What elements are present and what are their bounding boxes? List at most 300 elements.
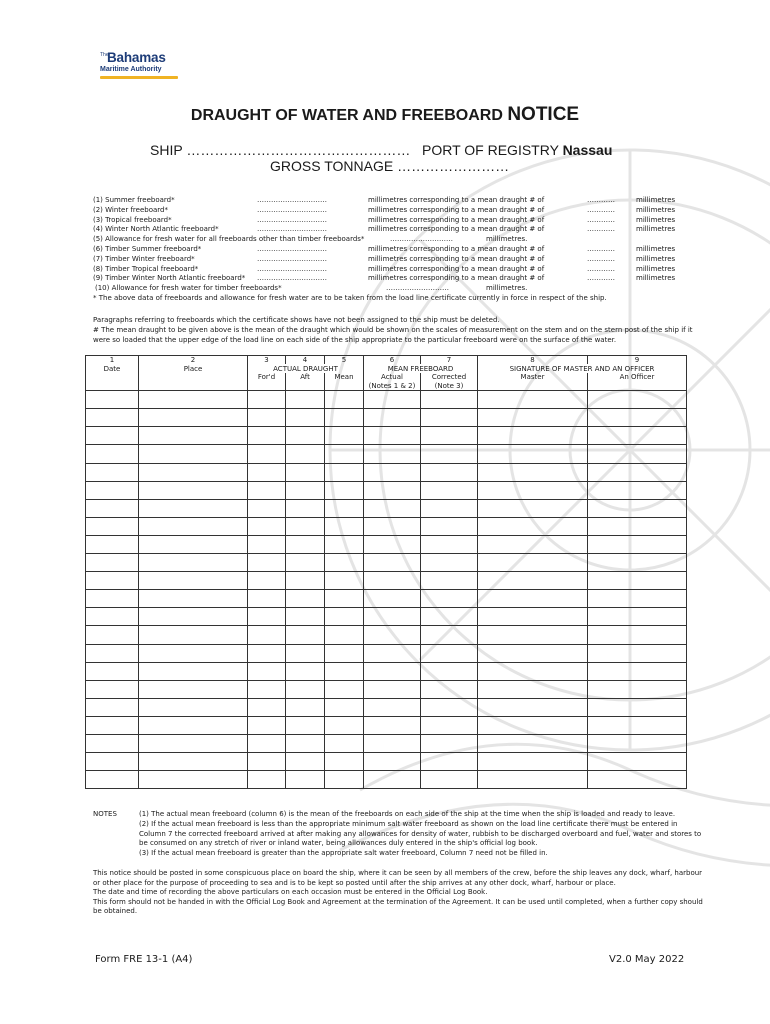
table-cell[interactable] — [421, 734, 478, 752]
table-cell[interactable] — [478, 753, 588, 771]
table-cell[interactable] — [139, 590, 248, 608]
table-cell[interactable] — [325, 481, 364, 499]
table-cell[interactable] — [325, 753, 364, 771]
table-cell[interactable] — [325, 716, 364, 734]
table-cell[interactable] — [588, 427, 687, 445]
table-cell[interactable] — [478, 427, 588, 445]
note-3-label: (Note 3) — [421, 382, 478, 391]
table-cell[interactable] — [86, 698, 139, 716]
table-row — [86, 535, 687, 553]
table-cell[interactable] — [364, 535, 421, 553]
table-cell[interactable] — [139, 644, 248, 662]
allowance-row — [93, 235, 693, 245]
table-cell[interactable] — [325, 734, 364, 752]
freeboard-label: (3) Tropical freeboard* — [93, 215, 172, 224]
table-cell[interactable] — [86, 771, 139, 789]
table-cell[interactable] — [248, 698, 286, 716]
table-cell[interactable] — [478, 572, 588, 590]
table-cell[interactable] — [421, 608, 478, 626]
table-row — [86, 771, 687, 789]
table-cell[interactable] — [588, 662, 687, 680]
table-row — [86, 499, 687, 517]
table-cell[interactable] — [588, 517, 687, 535]
freeboard-unit: millimetres — [636, 264, 676, 273]
column-number-row — [86, 356, 687, 365]
table-row — [86, 626, 687, 644]
table-cell[interactable] — [421, 427, 478, 445]
table-cell[interactable] — [478, 644, 588, 662]
table-cell[interactable] — [86, 427, 139, 445]
table-cell[interactable] — [325, 698, 364, 716]
table-cell[interactable] — [286, 391, 325, 409]
draught-field[interactable]: ………… — [587, 225, 615, 234]
table-row — [86, 753, 687, 771]
table-cell[interactable] — [139, 481, 248, 499]
document-title — [0, 104, 770, 126]
freeboard-text: millimetres corresponding to a mean draught # of — [368, 264, 545, 273]
table-cell[interactable] — [478, 409, 588, 427]
table-cell[interactable] — [86, 445, 139, 463]
freeboard-field[interactable]: ………………………… — [257, 254, 327, 263]
table-cell[interactable] — [86, 409, 139, 427]
table-cell[interactable] — [139, 716, 248, 734]
freeboard-label: (6) Timber Summer freeboard* — [93, 244, 202, 253]
posting-instructions — [93, 869, 708, 917]
table-cell[interactable] — [478, 481, 588, 499]
table-cell[interactable] — [248, 572, 286, 590]
draught-field[interactable]: ………… — [587, 264, 615, 273]
table-row — [86, 644, 687, 662]
draught-field[interactable]: ………… — [587, 205, 615, 214]
table-cell[interactable] — [248, 499, 286, 517]
table-cell[interactable] — [325, 463, 364, 481]
table-cell[interactable] — [421, 445, 478, 463]
freeboard-unit: millimetres — [636, 244, 676, 253]
table-cell[interactable] — [421, 391, 478, 409]
logo-name: Bahamas — [107, 50, 166, 65]
table-cell[interactable] — [286, 734, 325, 752]
table-cell[interactable] — [248, 554, 286, 572]
table-cell[interactable] — [286, 644, 325, 662]
table-cell[interactable] — [364, 716, 421, 734]
table-cell[interactable] — [139, 427, 248, 445]
table-cell[interactable] — [139, 626, 248, 644]
table-row — [86, 517, 687, 535]
freeboard-field[interactable]: ………………………… — [257, 196, 327, 204]
table-cell[interactable] — [139, 409, 248, 427]
table-cell[interactable] — [86, 753, 139, 771]
table-cell[interactable] — [364, 427, 421, 445]
freeboard-text: millimetres corresponding to a mean draught # of — [368, 254, 545, 263]
table-cell[interactable] — [478, 499, 588, 517]
table-cell[interactable] — [588, 608, 687, 626]
table-cell[interactable] — [588, 409, 687, 427]
ship-label: SHIP — [150, 142, 183, 158]
table-cell[interactable] — [421, 554, 478, 572]
table-cell[interactable] — [588, 572, 687, 590]
table-cell[interactable] — [286, 662, 325, 680]
table-cell[interactable] — [478, 716, 588, 734]
table-cell[interactable] — [248, 391, 286, 409]
table-cell[interactable] — [478, 626, 588, 644]
table-cell[interactable] — [325, 535, 364, 553]
table-cell[interactable] — [248, 644, 286, 662]
table-cell[interactable] — [286, 554, 325, 572]
column-sub-row — [86, 373, 687, 382]
port-label: PORT OF REGISTRY — [422, 142, 559, 158]
notes-body — [139, 810, 704, 859]
table-cell[interactable] — [248, 734, 286, 752]
table-cell[interactable] — [248, 517, 286, 535]
table-cell[interactable] — [364, 590, 421, 608]
table-row — [86, 680, 687, 698]
table-row — [86, 391, 687, 409]
table-cell[interactable] — [478, 517, 588, 535]
table-cell[interactable] — [421, 771, 478, 789]
table-cell[interactable] — [325, 499, 364, 517]
table-cell[interactable] — [286, 535, 325, 553]
freeboard-text: millimetres corresponding to a mean draught # of — [368, 225, 545, 234]
mean-freeboard-header: MEAN FREEBOARD — [364, 364, 478, 373]
table-cell[interactable] — [364, 391, 421, 409]
freeboard-label: (9) Timber Winter North Atlantic freeboard* — [93, 274, 246, 283]
signature-header: SIGNATURE OF MASTER AND AN OFFICER — [478, 364, 687, 373]
aft-header: Aft — [286, 373, 325, 382]
table-cell[interactable] — [325, 771, 364, 789]
table-cell[interactable] — [86, 554, 139, 572]
table-cell[interactable] — [325, 409, 364, 427]
table-cell[interactable] — [86, 644, 139, 662]
table-cell[interactable] — [286, 481, 325, 499]
table-cell[interactable] — [139, 680, 248, 698]
table-cell[interactable] — [478, 608, 588, 626]
table-cell[interactable] — [364, 734, 421, 752]
column-number: 5 — [325, 356, 364, 365]
table-cell[interactable] — [478, 734, 588, 752]
table-cell[interactable] — [478, 680, 588, 698]
table-cell[interactable] — [364, 680, 421, 698]
table-cell[interactable] — [86, 662, 139, 680]
table-cell[interactable] — [364, 662, 421, 680]
column-number: 2 — [139, 356, 248, 365]
table-cell[interactable] — [588, 481, 687, 499]
table-cell[interactable] — [421, 680, 478, 698]
freeboard-unit: millimetres — [636, 254, 676, 263]
table-cell[interactable] — [421, 590, 478, 608]
table-cell[interactable] — [478, 535, 588, 553]
table-cell[interactable] — [325, 590, 364, 608]
draught-record-table — [85, 355, 687, 789]
table-cell[interactable] — [364, 463, 421, 481]
table-row — [86, 734, 687, 752]
freeboard-text: millimetres corresponding to a mean draught # of — [368, 274, 545, 283]
table-cell[interactable] — [248, 662, 286, 680]
table-cell[interactable] — [364, 753, 421, 771]
table-cell[interactable] — [421, 463, 478, 481]
table-cell[interactable] — [86, 499, 139, 517]
table-cell[interactable] — [364, 771, 421, 789]
allowance-unit: millimetres. — [486, 235, 528, 244]
table-cell[interactable] — [286, 427, 325, 445]
table-cell[interactable] — [86, 517, 139, 535]
table-cell[interactable] — [588, 753, 687, 771]
column-number: 8 — [478, 356, 588, 365]
table-cell[interactable] — [86, 716, 139, 734]
table-cell[interactable] — [478, 590, 588, 608]
timber-freeboard-row — [93, 265, 693, 275]
table-cell[interactable] — [421, 698, 478, 716]
table-cell[interactable] — [286, 445, 325, 463]
table-cell[interactable] — [325, 391, 364, 409]
timber-freeboard-row — [93, 245, 693, 255]
table-cell[interactable] — [248, 753, 286, 771]
table-cell[interactable] — [478, 445, 588, 463]
table-cell[interactable] — [588, 391, 687, 409]
table-cell[interactable] — [421, 535, 478, 553]
freeboard-field[interactable]: ………………………… — [257, 215, 327, 224]
table-cell[interactable] — [139, 445, 248, 463]
corrected-header: Corrected — [421, 373, 478, 382]
table-cell[interactable] — [286, 499, 325, 517]
gross-field[interactable]: …………………… — [397, 158, 510, 174]
freeboard-row — [93, 225, 693, 235]
table-cell[interactable] — [325, 572, 364, 590]
table-cell[interactable] — [478, 463, 588, 481]
draught-field[interactable]: ………… — [587, 244, 615, 253]
table-cell[interactable] — [478, 554, 588, 572]
freeboard-unit: millimetres — [636, 225, 676, 234]
table-row — [86, 445, 687, 463]
table-cell[interactable] — [248, 481, 286, 499]
table-cell[interactable] — [325, 680, 364, 698]
table-cell[interactable] — [286, 698, 325, 716]
table-row — [86, 554, 687, 572]
ship-field[interactable]: ………………………………………… — [186, 142, 411, 158]
table-cell[interactable] — [248, 626, 286, 644]
table-cell[interactable] — [478, 391, 588, 409]
draught-field[interactable]: ………… — [587, 274, 615, 283]
table-cell[interactable] — [588, 535, 687, 553]
allowance-field[interactable]: ……………………… — [390, 235, 453, 244]
allowance-label: (10) Allowance for fresh water for timber freeboards* — [95, 284, 282, 293]
table-cell[interactable] — [139, 608, 248, 626]
freeboard-unit: millimetres — [636, 215, 676, 224]
table-cell[interactable] — [364, 481, 421, 499]
table-cell[interactable] — [286, 517, 325, 535]
table-cell[interactable] — [588, 590, 687, 608]
column-number: 3 — [248, 356, 286, 365]
freeboard-label: (2) Winter freeboard* — [93, 205, 168, 214]
table-cell[interactable] — [139, 499, 248, 517]
table-cell[interactable] — [325, 662, 364, 680]
table-cell[interactable] — [364, 572, 421, 590]
column-note-row — [86, 382, 687, 391]
gross-tonnage-line — [270, 158, 509, 174]
table-cell[interactable] — [588, 626, 687, 644]
table-cell[interactable] — [588, 445, 687, 463]
table-cell[interactable] — [421, 572, 478, 590]
table-cell[interactable] — [139, 535, 248, 553]
table-cell[interactable] — [364, 644, 421, 662]
freeboard-field[interactable]: ………………………… — [257, 244, 327, 253]
paragraph-deletion-note: Paragraphs referring to freeboards which the certificate shows have not been assigned to the ship must be deleted. — [93, 316, 500, 324]
table-cell[interactable] — [364, 554, 421, 572]
table-cell[interactable] — [139, 517, 248, 535]
mean-header: Mean — [325, 373, 364, 382]
table-cell[interactable] — [325, 626, 364, 644]
freeboard-text: millimetres corresponding to a mean draught # of — [368, 244, 545, 253]
table-cell[interactable] — [248, 427, 286, 445]
table-cell[interactable] — [139, 463, 248, 481]
posting-instruction-2: The date and time of recording the above particulars on each occasion must be entered in the Official Log Book. — [93, 888, 488, 897]
table-cell[interactable] — [139, 391, 248, 409]
draught-field[interactable]: ………… — [587, 196, 615, 204]
table-cell[interactable] — [139, 572, 248, 590]
table-cell[interactable] — [421, 499, 478, 517]
table-cell[interactable] — [421, 409, 478, 427]
table-cell[interactable] — [248, 716, 286, 734]
freeboard-field[interactable]: ………………………… — [257, 205, 327, 214]
table-cell[interactable] — [325, 517, 364, 535]
table-cell[interactable] — [364, 698, 421, 716]
freeboard-field[interactable]: ………………………… — [257, 264, 327, 273]
table-cell[interactable] — [86, 734, 139, 752]
posting-instruction-3: This form should not be handed in with the Official Log Book and Agreement at the termination of the Agreement. It can be used until completed, when a further copy should be obtained. — [93, 897, 703, 916]
table-cell[interactable] — [139, 734, 248, 752]
table-cell[interactable] — [364, 608, 421, 626]
timber-freeboard-row — [93, 274, 693, 284]
table-cell[interactable] — [86, 626, 139, 644]
table-cell[interactable] — [325, 554, 364, 572]
table-cell[interactable] — [286, 771, 325, 789]
draught-field[interactable]: ………… — [587, 254, 615, 263]
timber-freeboard-row — [93, 255, 693, 265]
logo-the: The — [100, 52, 109, 58]
table-cell[interactable] — [478, 771, 588, 789]
table-cell[interactable] — [139, 771, 248, 789]
table-cell[interactable] — [139, 554, 248, 572]
asterisk-note: * The above data of freeboards and allowance for fresh water are to be taken from the load line certificate currently in force in respect of the ship. — [93, 293, 607, 302]
freeboard-text: millimetres corresponding to a mean draught # of — [368, 205, 545, 214]
table-cell[interactable] — [248, 409, 286, 427]
notes-1-2-label: (Notes 1 & 2) — [364, 382, 421, 391]
freeboard-label: (1) Summer freeboard* — [93, 196, 175, 204]
column-number: 1 — [86, 356, 139, 365]
table-cell[interactable] — [364, 499, 421, 517]
table-cell[interactable] — [86, 391, 139, 409]
table-cell[interactable] — [478, 662, 588, 680]
table-cell[interactable] — [325, 427, 364, 445]
freeboard-field[interactable]: ………………………… — [257, 274, 327, 283]
table-cell[interactable] — [86, 463, 139, 481]
table-cell[interactable] — [421, 626, 478, 644]
table-cell[interactable] — [588, 716, 687, 734]
table-cell[interactable] — [588, 698, 687, 716]
allowance-field[interactable]: ……………………… — [386, 284, 449, 293]
draught-field[interactable]: ………… — [587, 215, 615, 224]
table-cell[interactable] — [286, 680, 325, 698]
table-row — [86, 662, 687, 680]
table-cell[interactable] — [86, 481, 139, 499]
bahamas-maritime-authority-logo — [100, 48, 190, 82]
table-cell[interactable] — [478, 698, 588, 716]
date-header: Date — [86, 364, 139, 373]
table-cell[interactable] — [248, 445, 286, 463]
table-cell[interactable] — [286, 463, 325, 481]
table-cell[interactable] — [421, 662, 478, 680]
table-cell[interactable] — [286, 626, 325, 644]
column-number: 7 — [421, 356, 478, 365]
allowance-label: (5) Allowance for fresh water for all freeboards other than timber freeboards* — [93, 235, 365, 244]
table-cell[interactable] — [588, 463, 687, 481]
freeboard-row — [93, 216, 693, 226]
table-cell[interactable] — [86, 680, 139, 698]
table-cell[interactable] — [86, 608, 139, 626]
table-cell[interactable] — [286, 590, 325, 608]
table-cell[interactable] — [588, 554, 687, 572]
note-2: (2) If the actual mean freeboard is less than the appropriate minimum salt water freeboard as shown on the load line certificate there must be entered in Column 7 the corrected freeboard arrived at after making any allowances for density of water, rubbish to be discharged overboard and fuel, water and stores to be consumed on any stretch of river or inland water, being allowances duly entered in the ship's official log book. — [139, 819, 702, 848]
table-cell[interactable] — [286, 716, 325, 734]
freeboard-label: (8) Timber Tropical freeboard* — [93, 264, 199, 273]
table-cell[interactable] — [248, 463, 286, 481]
table-cell[interactable] — [364, 445, 421, 463]
table-cell[interactable] — [286, 572, 325, 590]
paragraph-notes — [93, 315, 693, 345]
table-cell[interactable] — [139, 753, 248, 771]
table-cell[interactable] — [86, 535, 139, 553]
table-cell[interactable] — [248, 590, 286, 608]
table-cell[interactable] — [421, 481, 478, 499]
freeboard-text: millimetres corresponding to a mean draught # of — [368, 215, 545, 224]
table-cell[interactable] — [588, 771, 687, 789]
table-cell[interactable] — [588, 680, 687, 698]
table-cell[interactable] — [248, 771, 286, 789]
timber-allowance-row — [93, 284, 693, 294]
table-cell[interactable] — [86, 572, 139, 590]
table-cell[interactable] — [421, 517, 478, 535]
table-cell[interactable] — [588, 644, 687, 662]
table-cell[interactable] — [364, 626, 421, 644]
freeboard-label: (7) Timber Winter freeboard* — [93, 254, 195, 263]
table-row — [86, 590, 687, 608]
table-cell[interactable] — [286, 753, 325, 771]
table-cell[interactable] — [588, 499, 687, 517]
table-cell[interactable] — [286, 409, 325, 427]
table-cell[interactable] — [325, 608, 364, 626]
table-cell[interactable] — [325, 644, 364, 662]
table-cell[interactable] — [139, 698, 248, 716]
table-row — [86, 427, 687, 445]
table-cell[interactable] — [248, 680, 286, 698]
note-3: (3) If the actual mean freeboard is greater than the appropriate salt water freeboard, Column 7 need not be filled in. — [139, 849, 548, 858]
notes-label: NOTES — [93, 810, 117, 818]
freeboard-field[interactable]: ………………………… — [257, 225, 327, 234]
table-cell[interactable] — [248, 608, 286, 626]
table-cell[interactable] — [139, 662, 248, 680]
table-cell[interactable] — [364, 517, 421, 535]
table-cell[interactable] — [588, 734, 687, 752]
table-cell[interactable] — [86, 590, 139, 608]
table-cell[interactable] — [421, 753, 478, 771]
table-cell[interactable] — [421, 716, 478, 734]
table-cell[interactable] — [364, 409, 421, 427]
table-cell[interactable] — [421, 644, 478, 662]
table-cell[interactable] — [325, 445, 364, 463]
table-cell[interactable] — [248, 535, 286, 553]
table-cell[interactable] — [286, 608, 325, 626]
table-row — [86, 716, 687, 734]
paragraph-mean-draught-note: # The mean draught to be given above is the mean of the draught which would be shown on the scales of measurement on the stem and on the stern post of the ship if it were so loaded that the upper edge of the load line on each side of the ship appropriate to the particular freeboard were on the surface of the water. — [93, 326, 693, 344]
